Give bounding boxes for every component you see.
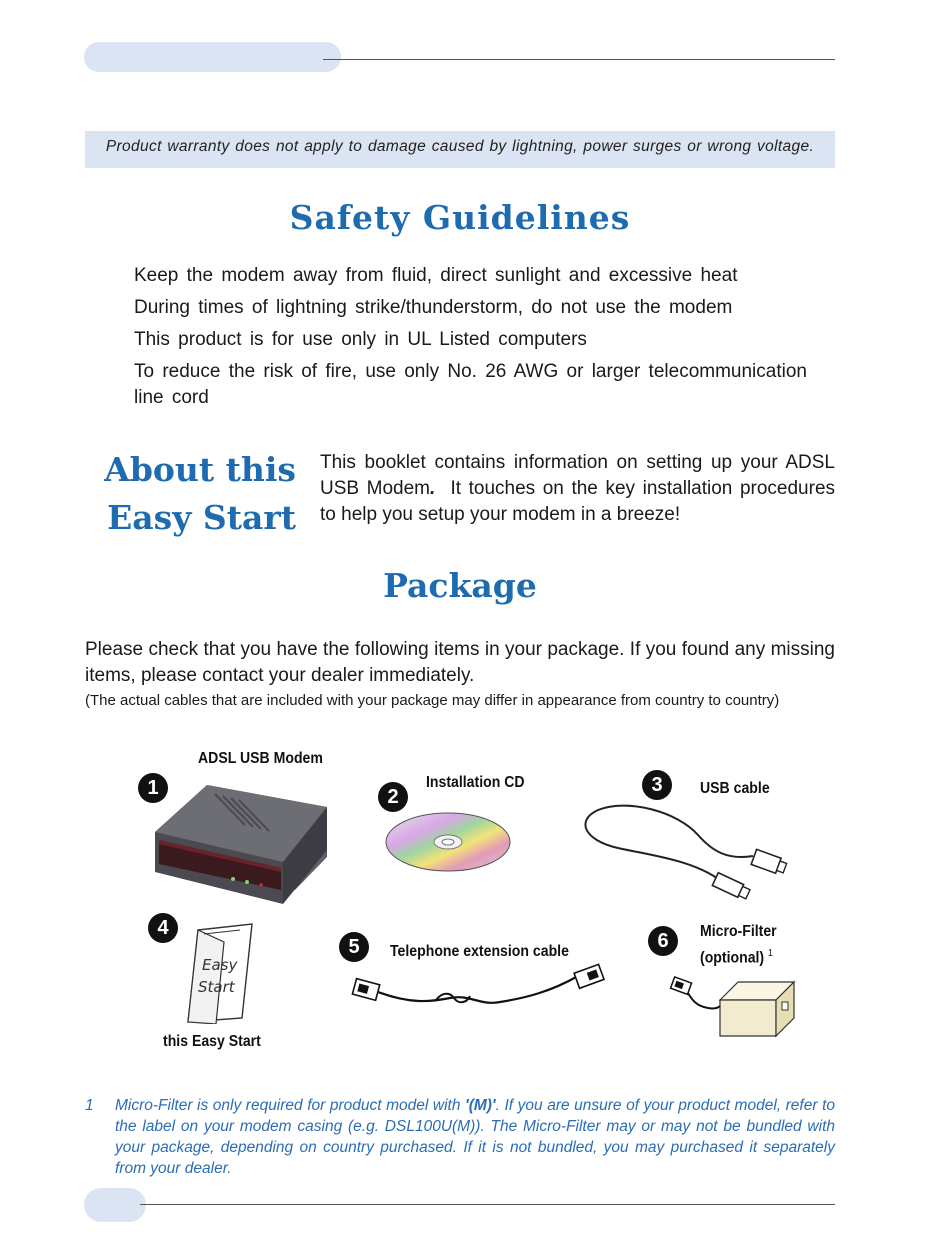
header-tab bbox=[84, 42, 341, 72]
footnote-marker: 1 bbox=[85, 1097, 94, 1114]
microfilter-footnote-ref: 1 bbox=[768, 948, 773, 959]
item-number-3: 3 bbox=[642, 770, 672, 800]
item-number-2: 2 bbox=[378, 782, 408, 812]
about-title bbox=[100, 446, 296, 542]
footnote-model-code: '(M)' bbox=[465, 1097, 496, 1114]
safety-list bbox=[134, 263, 836, 417]
warranty-warning: Product warranty does not apply to damage caused by lightning, power surges or wrong voltage. bbox=[85, 131, 835, 168]
item-number-5: 5 bbox=[339, 932, 369, 962]
item-label-modem: ADSL USB Modem bbox=[198, 750, 323, 767]
package-intro: Please check that you have the following items in your package. If you found any missing items, please contact your dealer immediately. bbox=[85, 639, 835, 686]
usb-cable-icon bbox=[578, 800, 793, 900]
item-number-1: 1 bbox=[138, 773, 168, 803]
microfilter-label-line1: Micro-Filter bbox=[700, 923, 777, 940]
item-label-usb: USB cable bbox=[700, 780, 770, 797]
item-number-6: 6 bbox=[648, 926, 678, 956]
safety-item: This product is for use only in UL Listed computers bbox=[134, 329, 587, 350]
package-title: Package bbox=[383, 566, 537, 605]
modem-icon bbox=[145, 780, 335, 910]
about-title-line1: About this bbox=[104, 450, 296, 489]
microfilter-label-line2 bbox=[700, 943, 777, 969]
item-label-cd: Installation CD bbox=[426, 774, 525, 791]
cd-icon bbox=[384, 810, 514, 874]
safety-item: Keep the modem away from fluid, direct sunlight and excessive heat bbox=[134, 265, 738, 286]
booklet-text-2: Start bbox=[198, 978, 235, 996]
item-number-4: 4 bbox=[148, 913, 178, 943]
about-text-dot: . bbox=[430, 478, 436, 499]
footnote bbox=[85, 1095, 835, 1179]
item-label-microfilter bbox=[700, 921, 777, 969]
safety-item: To reduce the risk of fire, use only No. 26 AWG or larger telecommunication line cord bbox=[134, 361, 807, 408]
header-rule bbox=[323, 59, 835, 60]
footer-tab bbox=[84, 1188, 146, 1222]
safety-item: During times of lightning strike/thunderstorm, do not use the modem bbox=[134, 297, 733, 318]
about-text-1: This booklet contains information on setting up your ADSL USB Modem bbox=[320, 452, 835, 499]
package-note: (The actual cables that are included with your package may differ in appearance from country to country) bbox=[85, 692, 780, 709]
item-label-phone-cable: Telephone extension cable bbox=[390, 943, 569, 960]
footnote-text-1: Micro-Filter is only required for product model with bbox=[115, 1097, 466, 1114]
item-label-booklet: this Easy Start bbox=[163, 1033, 261, 1050]
footnote-text-2: . If you are unsure of your product model, refer to the label on your modem casing (e.g. DSL100U(M)). The Micro-Filter may or may not be bundled with your package, depending on country purchased. If it is not bundled, you may purchased it separately from your dealer. bbox=[115, 1097, 835, 1177]
about-text-2: It touches on the key installation procedures to help you setup your modem in a breeze! bbox=[320, 478, 841, 525]
about-title-line2: Easy Start bbox=[107, 498, 296, 537]
about-text bbox=[320, 450, 841, 528]
microfilter-optional: (optional) bbox=[700, 949, 765, 967]
booklet-text-1: Easy bbox=[202, 956, 238, 974]
footnote-text bbox=[115, 1095, 835, 1179]
footer-rule bbox=[140, 1204, 835, 1205]
safety-title: Safety Guidelines bbox=[289, 198, 631, 237]
micro-filter-icon bbox=[668, 972, 802, 1042]
telephone-cable-icon bbox=[350, 962, 610, 1018]
booklet-icon bbox=[182, 920, 262, 1024]
